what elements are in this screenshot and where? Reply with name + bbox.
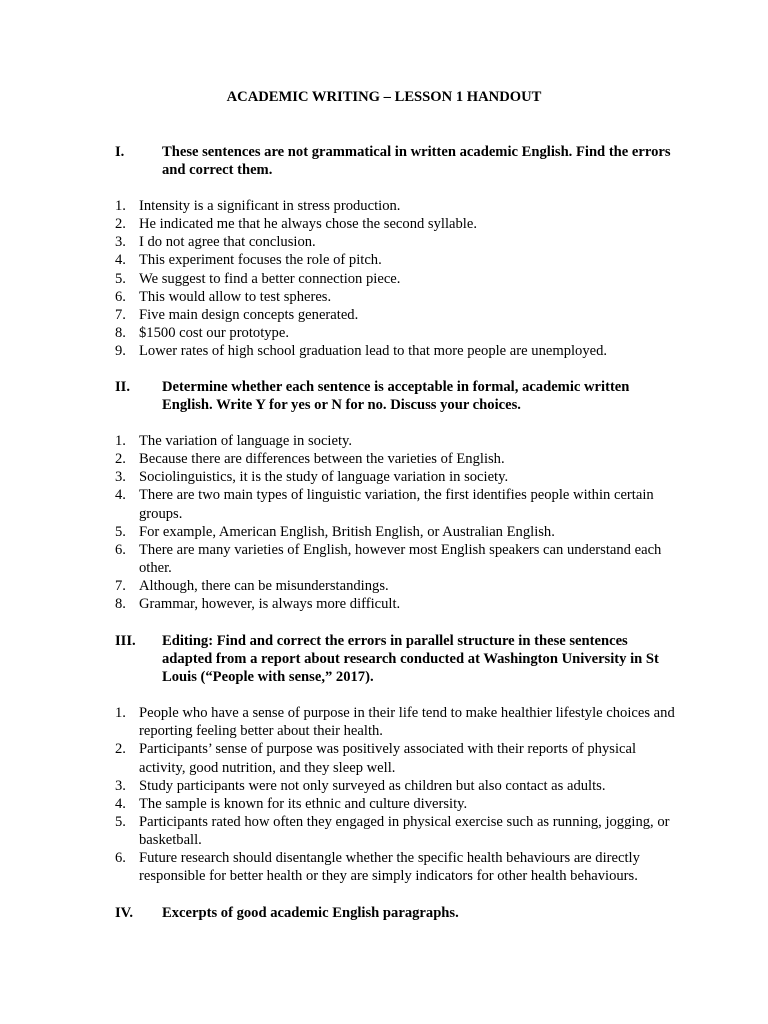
list-item <box>115 595 675 613</box>
section-2 <box>115 378 675 613</box>
item-text: Lower rates of high school graduation lead to that more people are unemployed. <box>139 342 608 359</box>
item-text: Future research should disentangle whether the specific health behaviours are directly responsible for better health or they are simply indicators for other health behaviours. <box>139 850 640 885</box>
item-number: 1. <box>115 705 126 722</box>
item-text: The sample is known for its ethnic and culture diversity. <box>139 795 468 812</box>
item-number: 6. <box>115 288 126 305</box>
list-item <box>115 288 675 306</box>
section-4-heading <box>115 904 675 922</box>
item-text: I do not agree that conclusion. <box>139 234 316 251</box>
list-item <box>115 342 675 360</box>
item-number: 2. <box>115 216 126 233</box>
item-text: Study participants were not only surveyed as children but also contact as adults. <box>139 777 606 794</box>
item-number: 8. <box>115 596 126 613</box>
item-text: We suggest to find a better connection piece. <box>139 270 401 287</box>
item-text: Although, there can be misunderstandings. <box>139 577 389 594</box>
list-item <box>115 486 675 522</box>
item-number: 7. <box>115 577 126 594</box>
item-number: 5. <box>115 270 126 287</box>
section-heading-text: Excerpts of good academic English paragraphs. <box>162 905 459 921</box>
item-number: 3. <box>115 777 126 794</box>
item-number: 7. <box>115 306 126 323</box>
item-number: 4. <box>115 795 126 812</box>
section-numeral: I. <box>115 144 125 160</box>
section-heading-text: These sentences are not grammatical in written academic English. Find the errors and correct them. <box>162 144 671 179</box>
item-number: 9. <box>115 342 126 359</box>
item-number: 4. <box>115 252 126 269</box>
list-item <box>115 270 675 288</box>
list-item <box>115 251 675 269</box>
exercise-list <box>115 432 675 613</box>
item-number: 6. <box>115 541 126 558</box>
list-item <box>115 740 675 776</box>
item-number: 3. <box>115 469 126 486</box>
item-text: The variation of language in society. <box>139 433 353 450</box>
list-item <box>115 324 675 342</box>
item-number: 3. <box>115 234 126 251</box>
section-heading-text: Determine whether each sentence is acceptable in formal, academic written English. Write Y for yes or N for no. Discuss your choices. <box>162 379 630 414</box>
list-item <box>115 813 675 849</box>
exercise-list <box>115 197 675 360</box>
list-item <box>115 777 675 795</box>
item-text: Grammar, however, is always more difficult. <box>139 596 401 613</box>
list-item <box>115 704 675 740</box>
item-number: 5. <box>115 523 126 540</box>
list-item <box>115 215 675 233</box>
item-number: 2. <box>115 741 126 758</box>
list-item <box>115 577 675 595</box>
item-text: There are many varieties of English, however most English speakers can understand each other. <box>139 541 662 576</box>
item-number: 5. <box>115 813 126 830</box>
item-text: People who have a sense of purpose in their life tend to make healthier lifestyle choices and reporting feeling better about their health. <box>139 705 675 740</box>
list-item <box>115 541 675 577</box>
item-text: $1500 cost our prototype. <box>139 324 289 341</box>
section-1 <box>115 143 675 360</box>
exercise-list <box>115 704 675 885</box>
list-item <box>115 450 675 468</box>
section-numeral: II. <box>115 379 131 395</box>
list-item <box>115 197 675 215</box>
list-item <box>115 432 675 450</box>
list-item <box>115 468 675 486</box>
section-heading-text: Editing: Find and correct the errors in parallel structure in these sentences adapted from a report about research conducted at Washington University in St Louis (“People with sense,” 2017). <box>162 633 659 686</box>
list-item <box>115 233 675 251</box>
section-numeral: III. <box>115 633 136 649</box>
item-number: 2. <box>115 451 126 468</box>
item-number: 4. <box>115 487 126 504</box>
list-item <box>115 523 675 541</box>
item-text: Participants’ sense of purpose was positively associated with their reports of physical activity, good nutrition, and they sleep well. <box>139 741 637 776</box>
item-text: This would allow to test spheres. <box>139 288 332 305</box>
item-number: 1. <box>115 198 126 215</box>
item-text: There are two main types of linguistic variation, the first identifies people within certain groups. <box>139 487 654 522</box>
item-text: This experiment focuses the role of pitch. <box>139 252 382 269</box>
section-1-heading <box>115 143 675 179</box>
section-3 <box>115 632 675 885</box>
document-title: ACADEMIC WRITING – LESSON 1 HANDOUT <box>226 89 542 105</box>
list-item <box>115 849 675 885</box>
item-text: Participants rated how often they engaged in physical exercise such as running, jogging, or basketball. <box>139 813 670 848</box>
section-3-heading <box>115 632 675 686</box>
item-number: 1. <box>115 433 126 450</box>
item-text: Sociolinguistics, it is the study of language variation in society. <box>139 469 509 486</box>
item-text: He indicated me that he always chose the second syllable. <box>139 216 477 233</box>
item-text: Because there are differences between the varieties of English. <box>139 451 505 468</box>
item-number: 6. <box>115 850 126 867</box>
item-text: For example, American English, British English, or Australian English. <box>139 523 555 540</box>
section-numeral: IV. <box>115 905 133 921</box>
item-text: Intensity is a significant in stress production. <box>139 198 401 215</box>
section-4 <box>115 904 675 922</box>
section-2-heading <box>115 378 675 414</box>
item-number: 8. <box>115 324 126 341</box>
list-item <box>115 306 675 324</box>
item-text: Five main design concepts generated. <box>139 306 359 323</box>
list-item <box>115 795 675 813</box>
